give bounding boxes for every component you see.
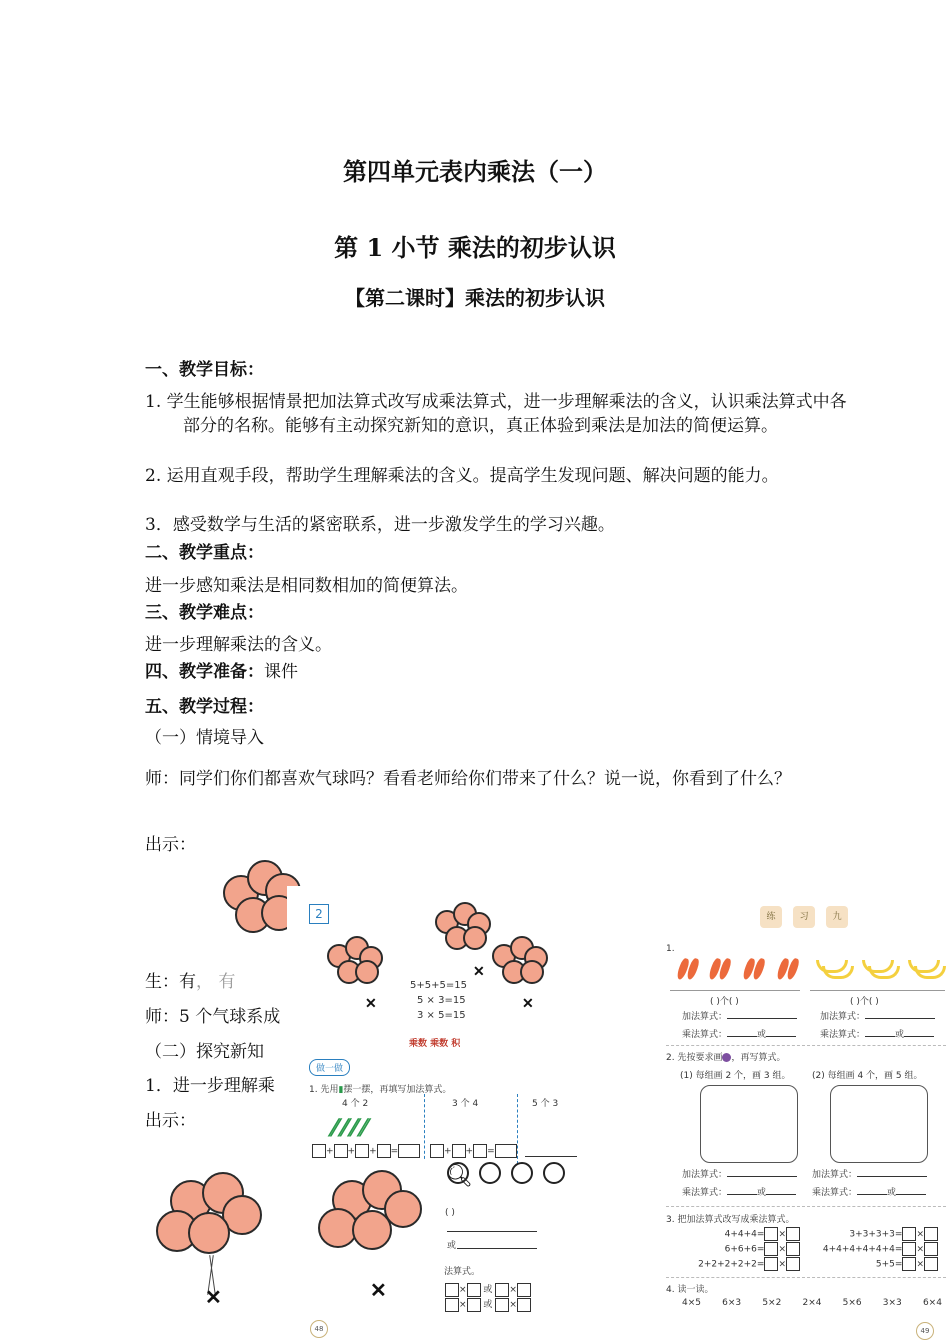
equation-1: 5+5+5=15: [410, 980, 467, 991]
count-right: ( )个( ): [850, 997, 879, 1007]
balloon-bunch-middle: ✕: [435, 902, 495, 972]
teacher-line-1: 师：同学们你们都喜欢气球吗？看看老师给你们带来了什么？说一说，你看到了什么？: [145, 769, 791, 789]
q2-add-right: 加法算式：: [812, 1166, 927, 1180]
unit-title: 第四单元表内乘法（一）: [343, 157, 607, 186]
student-tail: ， 有: [196, 972, 236, 992]
q2-label: 2. 先按要求画 ，再写算式。: [666, 1053, 786, 1063]
key-text: 进一步感知乘法是相同数相加的简便算法。: [145, 576, 468, 596]
keys-icon: [447, 1162, 577, 1198]
show-1: 出示：: [145, 835, 196, 855]
mul-line-left: 乘法算式： 或: [682, 1026, 796, 1040]
page-number-49: 49: [916, 1322, 934, 1340]
mul-line-right: 乘法算式： 或: [820, 1026, 934, 1040]
heading-key: 二、教学重点：: [145, 543, 264, 563]
goal-2: 2. 运用直观手段，帮助学生理解乘法的含义。提高学生发现问题、解决问题的能力。: [145, 466, 779, 486]
q4-items: 4×5 6×3 5×2 2×4 5×6 3×3 6×4: [682, 1298, 942, 1308]
equation-3: 3 × 5=15: [417, 1010, 466, 1021]
add-line-right: 加法算式：: [820, 1008, 935, 1022]
case-5-of-3: 5 个 3: [532, 1099, 559, 1109]
count-left: ( )个( ): [710, 997, 739, 1007]
teacher-line-2: 师：5 个气球系成: [145, 1007, 281, 1027]
addition-boxes-1: + + + =: [312, 1144, 420, 1158]
q2-add-left: 加法算式：: [682, 1166, 797, 1180]
prep-line: [145, 657, 298, 682]
heading-goals: 一、教学目标：: [145, 360, 264, 380]
bear-balloons-image-3: ✕: [308, 1160, 440, 1306]
magnifier-icons: 🔍︎: [445, 1164, 477, 1189]
add-line-left: 加法算式：: [682, 1008, 797, 1022]
heading-prep: 四、教学准备：: [145, 662, 264, 682]
heading-difficulty: 三、教学难点：: [145, 603, 264, 623]
student-line: [145, 970, 295, 994]
or-label: 或: [447, 1241, 457, 1251]
q2-mul-right: 乘法算式： 或: [812, 1184, 926, 1198]
draw-box-2[interactable]: [830, 1085, 928, 1163]
explore-1: 1．进一步理解乘: [145, 1076, 275, 1096]
sticks-icon: ⁄⁄ ⁄⁄ ⁄⁄ ⁄⁄: [332, 1114, 365, 1142]
mult-boxes-1: × 或 ×: [445, 1282, 531, 1297]
q3-label: 3. 把加法算式改写成乘法算式。: [666, 1215, 795, 1225]
paren-blank: ( ): [445, 1208, 455, 1218]
lesson-badge: 2: [309, 904, 329, 924]
exercise-1-label: 1. 先用▮摆一摆，再填写加法算式。: [309, 1085, 452, 1095]
draw-box-1[interactable]: [700, 1085, 798, 1163]
q3-right-2: 4+4+4+4+4+4= ×: [810, 1242, 938, 1256]
textbook-page-49: [660, 900, 950, 1340]
addition-boxes-2: + + =: [430, 1144, 517, 1158]
bear-balloons-image-2: ✕: [150, 1170, 270, 1305]
q3-left-1: 4+4+4= ×: [690, 1227, 800, 1241]
step-2: （二）探究新知: [145, 1042, 264, 1062]
q2-part2: (2) 每组画 4 个，画 5 组。: [812, 1071, 923, 1081]
q3-right-1: 3+3+3+3= ×: [810, 1227, 938, 1241]
equation-2: 5 × 3=15: [417, 995, 466, 1006]
method-label: 法算式。: [444, 1267, 481, 1277]
page-number-48: 48: [310, 1320, 328, 1338]
goal-3: 3．感受数学与生活的紧密联系，进一步激发学生的学习兴趣。: [145, 515, 615, 535]
q1-label: 1.: [666, 944, 675, 954]
mult-boxes-2: × 或 ×: [445, 1297, 531, 1312]
q4-label: 4. 读一读。: [666, 1285, 714, 1295]
case-3-of-4: 3 个 4: [452, 1099, 479, 1109]
show-2: 出示：: [145, 1111, 196, 1131]
prep-text: 课件: [264, 662, 298, 682]
bananas-icon: [812, 954, 947, 984]
balloon-bunch-right: ✕: [492, 936, 552, 1006]
section-title: 第 1 小节 乘法的初步认识: [334, 233, 616, 262]
exercise-title: 练 习 九: [760, 904, 848, 928]
balloon-bunch-left: ✕: [327, 936, 387, 1006]
q2-mul-left: 乘法算式： 或: [682, 1184, 796, 1198]
difficulty-text: 进一步理解乘法的含义。: [145, 635, 332, 655]
student-text: 生：有: [145, 972, 196, 992]
lesson-title: 【第二课时】乘法的初步认识: [345, 286, 605, 310]
heading-process: 五、教学过程：: [145, 697, 264, 717]
goal-1: 1. 学生能够根据情景把加法算式改写成乘法算式，进一步理解乘法的含义，认识乘法算式中各部分的名称。能够有主动探究新知的意识，真正体验到乘法是加法的简便运算。: [145, 392, 847, 436]
part-names: 乘数 乘数 积: [409, 1039, 461, 1049]
carrots-icon: [675, 952, 805, 986]
q3-left-2: 6+6+6= ×: [690, 1242, 800, 1256]
do-it-badge: 做一做: [309, 1059, 350, 1076]
answer-line: [525, 1156, 577, 1157]
q3-right-3: 5+5= ×: [810, 1257, 938, 1271]
q2-part1: (1) 每组画 2 个，画 3 组。: [680, 1071, 791, 1081]
q3-left-3: 2+2+2+2+2= ×: [690, 1257, 800, 1271]
step-1: （一）情境导入: [145, 728, 264, 748]
case-4-of-2: 4 个 2: [342, 1099, 369, 1109]
